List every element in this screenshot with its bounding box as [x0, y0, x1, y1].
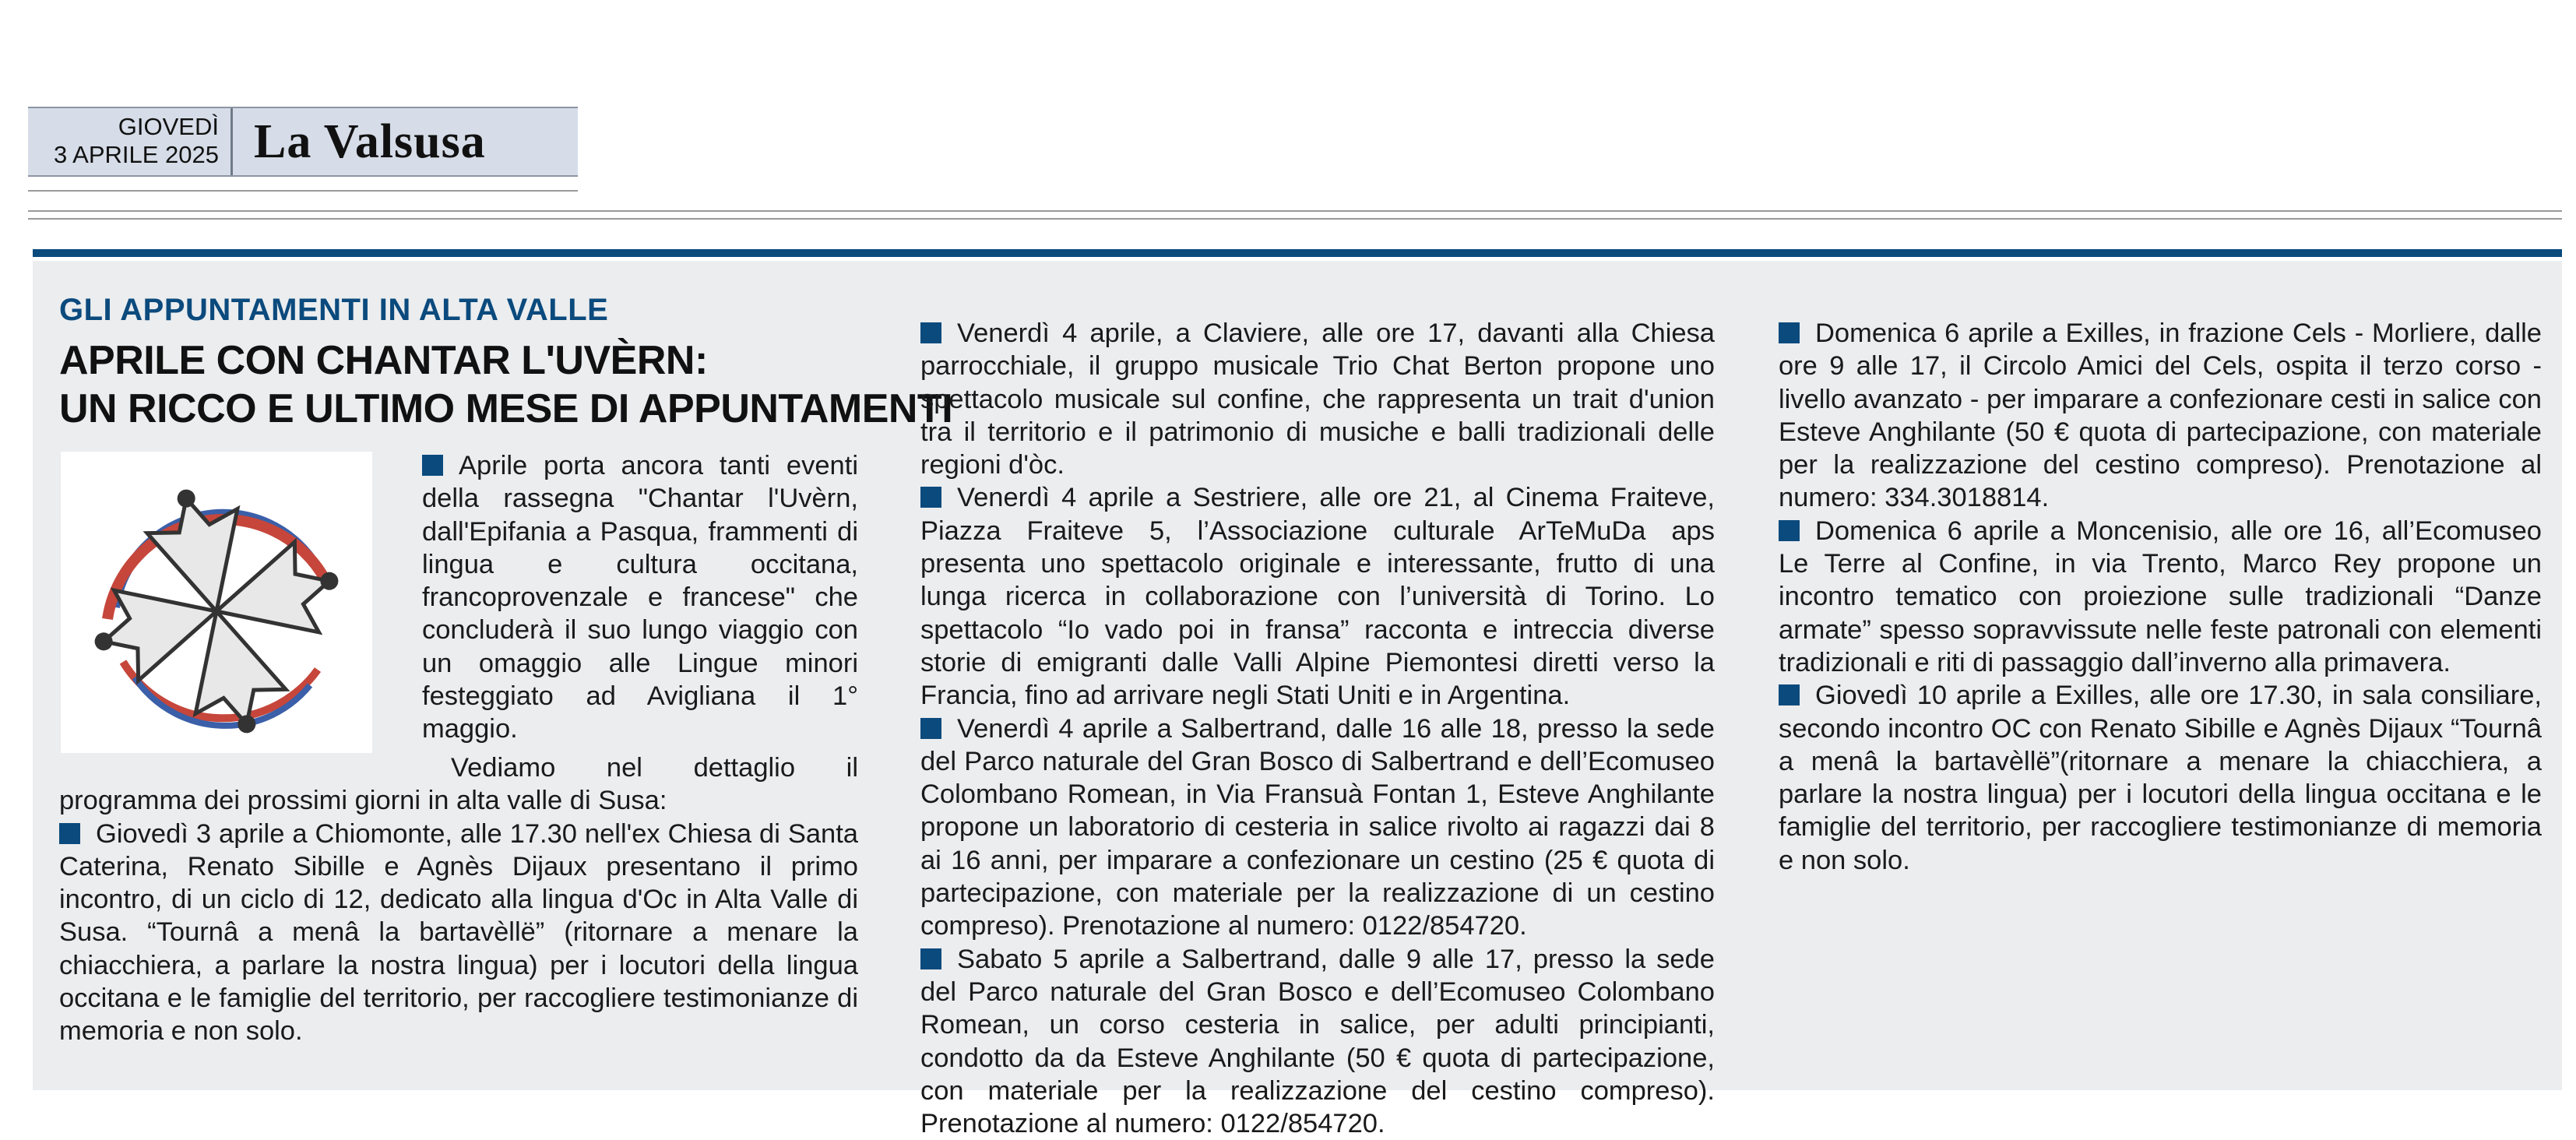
- bullet-square: [920, 948, 941, 969]
- bullet-square: [422, 455, 443, 476]
- newspaper-masthead: [28, 107, 578, 177]
- masthead-rule: [28, 190, 578, 192]
- article-headline: [59, 336, 953, 433]
- article-panel: [33, 261, 2562, 1139]
- bullet-square: [920, 718, 941, 739]
- intro-continuation: Vediamo nel dettaglio il programma dei prossimi giorni in alta valle di Susa:: [59, 753, 858, 816]
- occitan-cross-logo: [61, 452, 372, 753]
- event-item: Venerdì 4 aprile a Sestriere, alle ore 21, al Cinema Fraiteve, Piazza Fraiteve 5, l’Associazione culturale ArTeMuDa aps presenta uno spettacolo originale e interessante, frutto di una lunga ricerca in collaborazione con l’università di Torino. Lo spettacolo “Io vado poi in fransa” racconta e intreccia diverse storie di emigranti dalle Valli Alpine Piemontesi diretti verso la Francia, fino ad arrivare negli Stati Uniti e in Argentina.: [920, 483, 1715, 711]
- intro-paragraph: [422, 449, 858, 746]
- event-item: Venerdì 4 aprile a Salbertrand, dalle 16 alle 18, presso la sede del Parco naturale del Gran Bosco di Salbertrand e dell’Ecomuseo Colombano Romean, in Via Fransuà Fontan 1, Esteve Anghilante propone un laboratorio di cesteria in salice rivolto ai ragazzi dai 8 ai 16 anni, per imparare a confezionare un cestino (25 € quota di partecipazione, con materiale per la realizzazione di un cestino compreso). Prenotazione al numero: 0122/854720.: [920, 713, 1715, 941]
- column-3: [1779, 317, 2542, 877]
- intro-text: Aprile porta ancora tanti eventi della rassegna "Chantar l'Uvèrn, dall'Epifania a Pasqua, frammenti di lingua e cultura occitana, francoprovenzale e francese" che concluderà il suo lungo viaggio con un omaggio alle Lingue minori festeggiato ad Avigliana il 1° maggio.: [422, 451, 858, 744]
- column-1: [59, 751, 858, 1048]
- event-item: Venerdì 4 aprile, a Claviere, alle ore 17, davanti alla Chiesa parrocchiale, il gruppo musicale Trio Chat Berton propone uno spettacolo musicale sul confine, che rappresenta un trait d'union tra il territorio e il patrimonio di musiche e balli tradizionali delle regioni d'òc.: [920, 318, 1715, 480]
- headline-line-1: APRILE CON CHANTAR L'UVÈRN:: [59, 338, 708, 383]
- page-rule-bottom: [28, 218, 2562, 220]
- issue-date-text: 3 APRILE 2025: [54, 141, 219, 168]
- page-rule-top: [28, 210, 2562, 212]
- issue-day: GIOVEDÌ: [118, 113, 219, 140]
- column-2: [920, 317, 1715, 1140]
- bullet-square: [920, 322, 941, 343]
- event-item: Giovedì 10 aprile a Exilles, alle ore 17.30, in sala consiliare, secondo incontro OC con Renato Sibille e Agnès Dijaux “Tournâ a menâ la bartavèllë”(ritornare a menare la chiacchiera, a parlare la nostra lingua) per i locutori della lingua occitana e le famiglie del territorio, per raccogliere testimonianze di memoria e non solo.: [1779, 681, 2542, 875]
- bullet-square: [920, 487, 941, 508]
- event-item: Sabato 5 aprile a Salbertrand, dalle 9 alle 17, presso la sede del Parco naturale del Gran Bosco e dell’Ecomuseo Colombano Romean, un corso cesteria in salice, per adulti principianti, condotto da da Esteve Anghilante (50 € quota di partecipazione, con materiale per la realizzazione del cestino compreso). Prenotazione al numero: 0122/854720.: [920, 944, 1715, 1139]
- event-item: Domenica 6 aprile a Moncenisio, alle ore 16, all’Ecomuseo Le Terre al Confine, in via Trento, Marco Rey propone un incontro tematico con proiezione sulle tradizionali “Danze armate” spesso sopravvissute nelle feste patronali con elementi tradizionali e riti di passaggio dall’inverno alla primavera.: [1779, 515, 2542, 677]
- bullet-square: [59, 823, 80, 844]
- event-item: Domenica 6 aprile a Exilles, in frazione Cels - Morliere, dalle ore 9 alle 17, il Circolo Amici del Cels, ospita il terzo corso - livello avanzato - per imparare a confezionare cesti in salice con Esteve Anghilante (50 € quota di partecipazione, con materiale per la realizzazione del cestino compreso). Prenotazione al numero: 334.3018814.: [1779, 318, 2542, 513]
- headline-line-2: UN RICCO E ULTIMO MESE DI APPUNTAMENTI: [59, 386, 953, 431]
- issue-date: [28, 113, 219, 169]
- bullet-square: [1779, 322, 1800, 343]
- section-bar: [33, 249, 2562, 257]
- event-item: Giovedì 3 aprile a Chiomonte, alle 17.30 nell'ex Chiesa di Santa Caterina, Renato Sibille e Agnès Dijaux presentano il primo incontro, di un ciclo di 12, dedicato alla lingua d'Oc in Alta Valle di Susa. “Tournâ a menâ la bartavèllë” (ritornare a menare la chiacchiera, a parlare la nostra lingua) per i locutori della lingua occitana e le famiglie del territorio, per raccogliere testimonianze di memoria e non solo.: [59, 818, 858, 1047]
- bullet-square: [1779, 520, 1800, 541]
- article-kicker: GLI APPUNTAMENTI IN ALTA VALLE: [59, 293, 609, 327]
- newspaper-name: La Valsusa: [254, 115, 486, 168]
- masthead-divider: [231, 108, 233, 175]
- bullet-square: [1779, 684, 1800, 705]
